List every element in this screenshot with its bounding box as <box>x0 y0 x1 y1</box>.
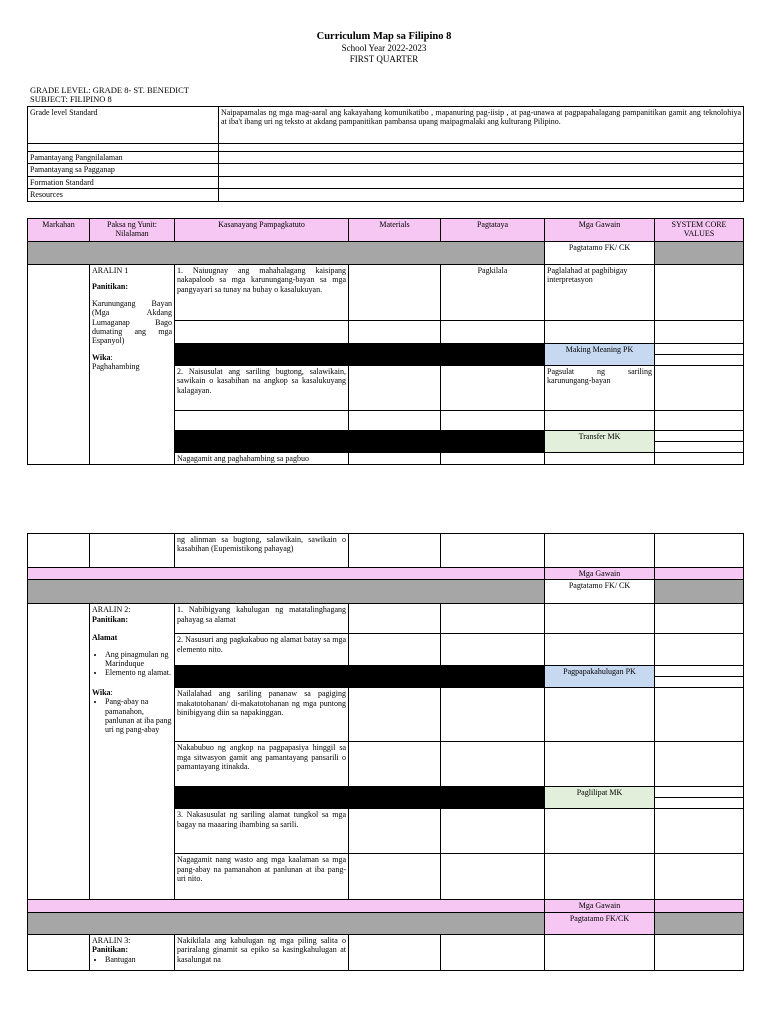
pagtatamo-label: Pagtatamo FK/ CK <box>545 242 655 265</box>
black-bar <box>175 666 545 677</box>
curriculum-table-2 <box>27 533 744 971</box>
blank-cell <box>349 634 441 666</box>
aralin2-kasanayan-5: 3. Nakasusulat ng sariling alamat tungkol sa mga bagay na maaaring ihambing sa sarili. <box>175 809 349 854</box>
black-bar <box>175 344 545 355</box>
blank-cell <box>655 453 744 465</box>
aralin2-panitikan: Panitikan: <box>92 614 129 624</box>
grade-level-standard-label: Grade level Standard <box>28 107 219 144</box>
aralin3-content <box>90 934 175 970</box>
aralin2-wika-item: • Pang-abay na pamanahon, panlunan at iba pang uri ng pang-abay <box>105 697 172 735</box>
aralin1-gawain-2: Pagsulat ng sariling karunungang-bayan <box>545 366 655 411</box>
blank-cell <box>28 144 219 152</box>
blank-cell <box>441 453 545 465</box>
blank-cell <box>655 854 744 900</box>
black-bar <box>175 355 545 366</box>
black-bar <box>175 431 545 442</box>
blank-cell <box>175 321 349 344</box>
aralin1-pagtataya-1: Pagkilala <box>441 265 545 321</box>
blank-cell <box>441 688 545 742</box>
blank-cell <box>655 666 744 677</box>
blank-cell <box>655 809 744 854</box>
gray-band <box>28 912 545 934</box>
aralin2-kasanayan-6: Nagagamit nang wasto ang mga kaalaman sa mga pang-abay na pamanahon at panlunan at iba pang-uri nito. <box>175 854 349 900</box>
blank-cell <box>349 854 441 900</box>
grade-level-standard-text: Naipapamalas ng mga mag-aaral ang kakayahang komunikatibo , mapanuring pag-iisip , at pag-unawa at pagpapahalagang pampanitikan gamit ang teknolohiya at iba't ibang uri ng teksto at akdang pampanitikan pambansa upang maipagmalaki ang kulturang Pilipino. <box>219 107 744 144</box>
formation-standard-label: Formation Standard <box>28 176 219 188</box>
pagtatamo-label: Pagtatamo FK/CK <box>545 912 655 934</box>
blank-cell <box>441 634 545 666</box>
values-cell <box>655 265 744 321</box>
black-bar <box>175 442 545 453</box>
blank-cell <box>545 321 655 344</box>
blank-cell <box>349 453 441 465</box>
blank-cell <box>545 534 655 568</box>
blank-cell <box>655 742 744 787</box>
blank-cell <box>655 321 744 344</box>
blank-cell <box>545 742 655 787</box>
black-bar <box>175 798 545 809</box>
blank-cell <box>219 144 744 152</box>
blank-cell <box>90 534 175 568</box>
blank-cell <box>655 366 744 411</box>
blank-cell <box>349 366 441 411</box>
performance-standard-label: Pamantayang sa Pagganap <box>28 164 219 176</box>
blank-cell <box>441 809 545 854</box>
content-standard-label: Pamantayang Pangnilalaman <box>28 152 219 164</box>
curriculum-table-1 <box>27 218 744 465</box>
making-meaning-label: Making Meaning PK <box>545 344 655 366</box>
aralin1-content <box>90 265 175 465</box>
blank-cell <box>349 604 441 634</box>
quarter-label: FIRST QUARTER <box>349 54 419 64</box>
aralin2-wika: Wika: <box>92 687 113 697</box>
performance-standard-value <box>219 164 744 176</box>
mga-gawain-label: Mga Gawain <box>545 568 655 580</box>
paglilipat-label: Paglilipat MK <box>545 787 655 809</box>
col-values: SYSTEM CORE VALUES <box>655 219 744 242</box>
col-kasanayan: Kasanayang Pampagkatuto <box>175 219 349 242</box>
aralin2-alamat: Alamat <box>92 633 118 643</box>
content-standard-value <box>219 152 744 164</box>
blank-cell <box>545 604 655 634</box>
mga-gawain-label: Mga Gawain <box>545 900 655 912</box>
blank-cell <box>349 534 441 568</box>
aralin1-wika: Wika: <box>92 352 113 362</box>
col-paksa: Paksa ng Yunit: Nilalaman <box>90 219 175 242</box>
aralin1-gawain-1: Paglalahad at pagbibigay interpretasyon <box>545 265 655 321</box>
aralin2-item: • Ang pinagmulan ng Marinduque <box>105 650 172 669</box>
aralin2-content <box>90 604 175 900</box>
aralin2-wika-items <box>92 697 172 735</box>
col-gawain: Mga Gawain <box>545 219 655 242</box>
aralin3-items <box>92 955 172 964</box>
blank-cell <box>349 321 441 344</box>
markahan-cell <box>28 934 90 970</box>
blank-cell <box>655 934 744 970</box>
blank-cell <box>441 534 545 568</box>
subject-label: SUBJECT: FILIPINO 8 <box>30 94 112 104</box>
blank-cell <box>441 366 545 411</box>
aralin1-kasanayan-3: Nagagamit ang paghahambing sa pagbuo <box>175 453 349 465</box>
aralin1-panitikan: Panitikan: <box>92 282 129 292</box>
blank-cell <box>545 411 655 431</box>
blank-cell <box>349 688 441 742</box>
blank-cell <box>441 321 545 344</box>
blank-cell <box>441 411 545 431</box>
blank-cell <box>655 634 744 666</box>
aralin2-kasanayan-3: Nailalahad ang sariling pananaw sa pagiging makatotohanan/ di-makatotohanan ng mga puntong binibigyang diin sa napakinggan. <box>175 688 349 742</box>
blank-cell <box>655 431 744 442</box>
blank-cell <box>655 787 744 798</box>
materials-cell <box>349 265 441 321</box>
gray-band <box>28 242 545 265</box>
blank-cell <box>349 934 441 970</box>
blank-cell <box>545 634 655 666</box>
col-materials: Materials <box>349 219 441 242</box>
aralin2-kasanayan-2: 2. Nasusuri ang pagkakabuo ng alamat batay sa mga elemento nito. <box>175 634 349 666</box>
blank-cell <box>28 534 90 568</box>
black-bar <box>175 787 545 798</box>
blank-cell <box>349 809 441 854</box>
blank-cell <box>175 411 349 431</box>
aralin2-items <box>92 650 172 678</box>
pagpapakahulugan-label: Pagpapakahulugan PK <box>545 666 655 688</box>
aralin1-akda: Karunungang Bayan (Mga Akdang Lumaganap Bago dumating ang mga Espanyol) <box>92 298 172 346</box>
col-pagtataya: Pagtataya <box>441 219 545 242</box>
blank-cell <box>349 742 441 787</box>
pink-band <box>655 568 744 580</box>
blank-cell <box>655 442 744 453</box>
school-year: School Year 2022-2023 <box>341 43 427 53</box>
blank-cell <box>655 798 744 809</box>
standards-table <box>27 106 744 202</box>
transfer-label: Transfer MK <box>545 431 655 453</box>
blank-cell <box>655 677 744 688</box>
aralin2-kasanayan-1: 1. Nabibigyang kahulugan ng matatalinghagang pahayag sa alamat <box>175 604 349 634</box>
blank-cell <box>655 534 744 568</box>
blank-cell <box>545 854 655 900</box>
aralin1-kasanayan-2: 2. Naisusulat ang sariling bugtong, salawikain, sawikain o kasabihan na angkop sa kasalukuyang kalagayan. <box>175 366 349 411</box>
blank-cell <box>545 688 655 742</box>
formation-standard-value <box>219 176 744 188</box>
blank-cell <box>655 688 744 742</box>
blank-cell <box>441 742 545 787</box>
document-title: Curriculum Map sa Filipino 8 <box>316 31 452 42</box>
grade-level-label: GRADE LEVEL: GRADE 8- ST. BENEDICT <box>30 85 189 95</box>
resources-label: Resources <box>28 189 219 201</box>
aralin2-title: ARALIN 2: <box>92 605 131 615</box>
aralin1-title: ARALIN 1 <box>92 266 129 275</box>
gray-band <box>655 912 744 934</box>
pagtatamo-label: Pagtatamo FK/ CK <box>545 580 655 604</box>
gray-band <box>28 580 545 604</box>
aralin1-wika-topic: Paghahambing <box>92 362 140 372</box>
aralin2-kasanayan-4: Nakabubuo ng angkop na pagpapasiya hinggil sa mga sitwasyon gamit ang pamantayang pansarili o pamantayang itinakda. <box>175 742 349 787</box>
blank-cell <box>655 355 744 366</box>
resources-value <box>219 189 744 201</box>
markahan-cell <box>28 265 90 465</box>
aralin3-panitikan: Panitikan: <box>92 945 129 955</box>
blank-cell <box>655 344 744 355</box>
markahan-cell <box>28 604 90 900</box>
blank-cell <box>655 411 744 431</box>
blank-cell <box>441 934 545 970</box>
aralin3-kasanayan-1: Nakikilala ang kahulugan ng mga piling salita o pariralang ginamit sa epiko sa kasingkahulugan at kasalungat na <box>175 934 349 970</box>
blank-cell <box>545 809 655 854</box>
blank-cell <box>441 854 545 900</box>
black-bar <box>175 677 545 688</box>
blank-cell <box>441 604 545 634</box>
aralin3-title: ARALIN 3: <box>92 935 131 945</box>
aralin3-item: • Bantugan <box>105 955 172 964</box>
blank-cell <box>545 934 655 970</box>
pink-band <box>655 900 744 912</box>
pink-band <box>28 900 545 912</box>
gray-band <box>655 580 744 604</box>
blank-cell <box>655 604 744 634</box>
gray-band <box>655 242 744 265</box>
pink-band <box>28 568 545 580</box>
aralin1-kasanayan-1: 1. Naiuugnay ang mahahalagang kaisipang nakapaloob sa mga karunungang-bayan sa mga pangyayari sa tunay na buhay o kasalukuyan. <box>175 265 349 321</box>
aralin1-kasanayan-3-cont: ng alinman sa bugtong, salawikain, sawikain o kasabihan (Eupemistikong pahayag) <box>175 534 349 568</box>
col-markahan: Markahan <box>28 219 90 242</box>
aralin2-item: • Elemento ng alamat. <box>105 668 172 677</box>
blank-cell <box>545 453 655 465</box>
blank-cell <box>349 411 441 431</box>
